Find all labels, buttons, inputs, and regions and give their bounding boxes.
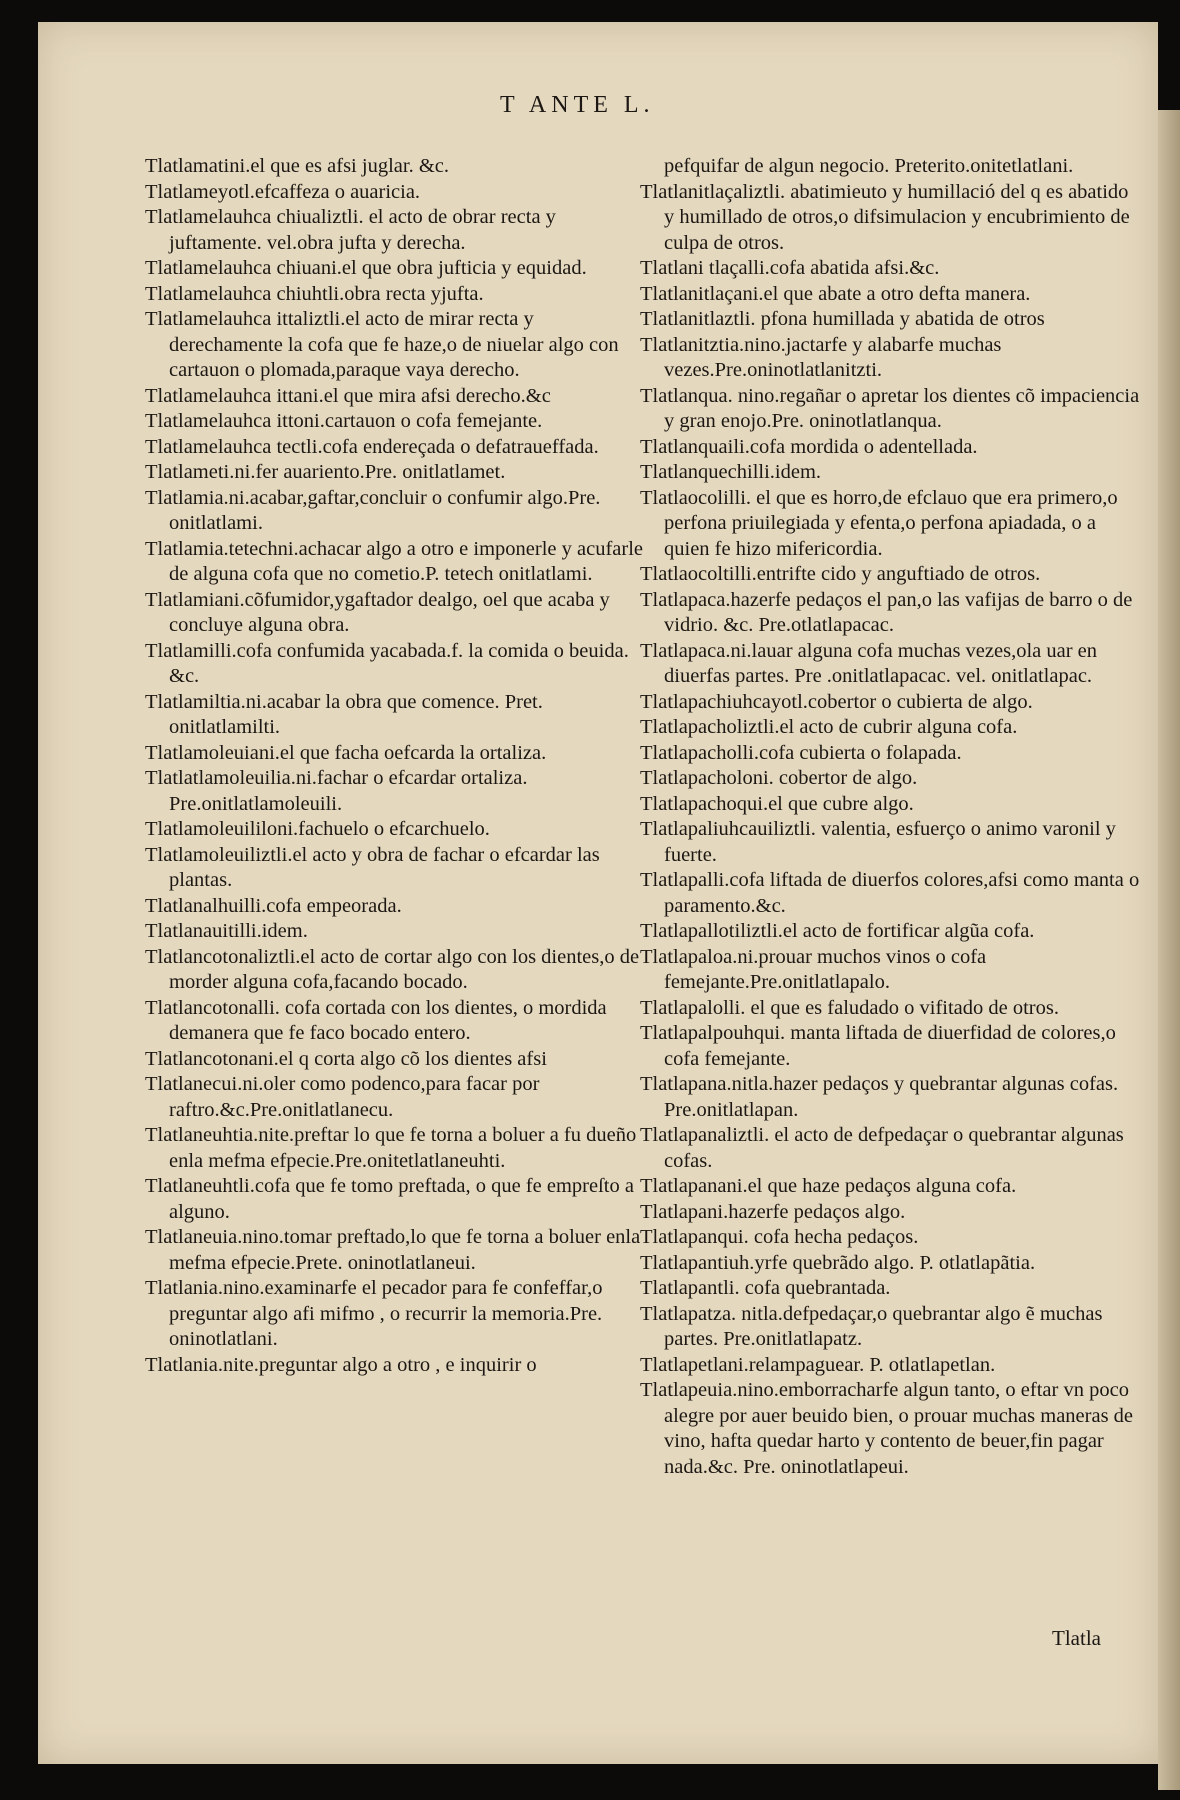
dictionary-entry: Tlatlapacholli.cofa cubierta o folapada.: [640, 741, 962, 764]
dictionary-entry: Tlatlamelauhca ittaliztli.el acto de mirar recta y derechamente la cofa que fe haze,o de niuelar algo con cartauon o plomada,paraque vaya derecho.: [145, 308, 619, 381]
dictionary-entry: Tlatlancotonalli. cofa cortada con los dientes, o mordida demanera que fe faco bocado entero.: [145, 996, 607, 1044]
dictionary-entry: Tlatlapachoqui.el que cubre algo.: [640, 792, 914, 815]
dictionary-entry: Tlatlanitlaztli. pfona humillada y abatida de otros: [640, 308, 1045, 330]
dictionary-entry: Tlatlanquaili.cofa mordida o adentellada.: [640, 435, 978, 458]
dictionary-entry: Tlatlaocolilli. el que es horro,de efclauo que era primero,o perfona priuilegiada y efenta,o perfona apiadada, o a quien fe hizo mifericordia.: [640, 486, 1118, 560]
dictionary-entry: Tlatlapacholiztli.el acto de cubrir alguna cofa.: [640, 716, 1018, 738]
dictionary-entry: Tlatlameyotl.efcaffeza o auaricia.: [145, 180, 421, 203]
dictionary-entry: Tlatlanitztia.nino.jactarfe y alabarfe muchas vezes.Pre.oninotlatlanitzti.: [640, 333, 1002, 381]
facing-page-edge: [1158, 110, 1180, 1790]
dictionary-entry: Tlatlapacholoni. cobertor de algo.: [640, 767, 918, 789]
dictionary-entry: Tlatlapaliuhcauiliztli. valentia, esfuerço o animo varonil y fuerte.: [640, 818, 1116, 866]
dictionary-entry: Tlatlapallotiliztli.el acto de fortificar algũa cofa.: [640, 920, 1035, 942]
dictionary-entry: Tlatlapanqui. cofa hecha pedaços.: [640, 1226, 919, 1248]
dictionary-entry: Tlatlapanaliztli. el acto de defpedaçar o quebrantar algunas cofas.: [640, 1124, 1124, 1172]
dictionary-entry: Tlatlanalhuilli.cofa empeorada.: [145, 894, 402, 917]
dictionary-entry: Tlatlancotonaliztli.el acto de cortar algo con los dientes,o de morder alguna cofa,facando bocado.: [145, 945, 640, 993]
dictionary-entry: Tlatlaocoltilli.entrifte cido y anguftiado de otros.: [640, 563, 1041, 585]
dictionary-entry: Tlatlamoleuiliztli.el acto y obra de fachar o efcardar las plantas.: [145, 843, 600, 891]
dictionary-entry: Tlatlapetlani.relampaguear. P. otlatlapetlan.: [640, 1353, 996, 1376]
dictionary-entry: Tlatlanitlaçaliztli. abatimieuto y humillació del q es abatido y humillado de otros,o difsimulacion y encubrimiento de culpa de otros.: [640, 180, 1130, 254]
dictionary-entry: Tlatlamelauhca chiuhtli.obra recta yjufta.: [145, 282, 484, 305]
dictionary-entry: Tlatlapana.nitla.hazer pedaços y quebrantar algunas cofas. Pre.onitlatlapan.: [640, 1073, 1119, 1121]
dictionary-entry: Tlatlapanani.el que haze pedaços alguna cofa.: [640, 1175, 1017, 1197]
dictionary-entry: Tlatlamatini.el que es afsi juglar. &c.: [145, 155, 449, 177]
running-header: T ANTE L.: [500, 92, 655, 118]
dictionary-entry: Tlatlania.nino.examinarfe el pecador para fe confeffar,o preguntar algo afi mifmo , o recurrir la memoria.Pre. oninotlatlani.: [145, 1277, 603, 1350]
catchword: Tlatla: [1052, 1626, 1101, 1650]
dictionary-entry: Tlatlamelauhca ittoni.cartauon o cofa femejante.: [145, 410, 543, 432]
dictionary-entry: Tlatlamelauhca tectli.cofa endereçada o defatraueffada.: [145, 435, 599, 458]
dictionary-entry: Tlatlapalli.cofa liftada de diuerfos colores,afsi como manta o paramento.&c.: [640, 869, 1140, 917]
dictionary-entry: Tlatlancotonani.el q corta algo cõ los dientes afsi: [145, 1047, 547, 1070]
dictionary-entry: Tlatlapaca.ni.lauar alguna cofa muchas vezes,ola uar en diuerfas partes. Pre .onitlatlapacac. vel. onitlatlapac.: [640, 639, 1098, 687]
dictionary-entry: Tlatlamia.tetechni.achacar algo a otro e imponerle y acufarle de alguna cofa que no cometio.P. tetech onitlatlami.: [145, 537, 643, 585]
dictionary-entry: pefquifar de algun negocio. Preterito.onitetlatlani.: [664, 155, 1074, 177]
dictionary-entry: Tlatlamiltia.ni.acabar la obra que comence. Pret. onitlatlamilti.: [145, 690, 543, 738]
right-column: [640, 154, 1140, 1480]
dictionary-entry: Tlatlaneuhtli.cofa que fe tomo preftada, o que fe empreſto a alguno.: [145, 1175, 634, 1223]
dictionary-entry: Tlatlanquechilli.idem.: [640, 461, 822, 483]
dictionary-entry: Tlatlameti.ni.fer auariento.Pre. onitlatlamet.: [145, 461, 506, 483]
dictionary-entry: Tlatlanitlaçani.el que abate a otro defta manera.: [640, 282, 1031, 305]
dictionary-entry: Tlatlanauitilli.idem.: [145, 920, 308, 942]
dictionary-entry: Tlatlapaloa.ni.prouar muchos vinos o cofa femejante.Pre.onitlatlapalo.: [640, 945, 987, 993]
dictionary-entry: Tlatlaneuia.nino.tomar preftado,lo que fe torna a boluer enla mefma efpecie.Prete. oninotlatlaneui.: [145, 1226, 641, 1274]
dictionary-entry: Tlatlapatza. nitla.defpedaçar,o quebrantar algo ẽ muchas partes. Pre.onitlatlapatz.: [640, 1302, 1103, 1350]
dictionary-entry: Tlatlania.nite.preguntar algo a otro , e inquirir o: [145, 1353, 537, 1376]
dictionary-entry: Tlatlapeuia.nino.emborracharfe algun tanto, o eftar vn poco alegre por auer beuido bien, o prouar muchas maneras de vino, hafta quedar harto y contento de beuer,fin pagar nada.&c. Pre. oninotlatlapeui.: [640, 1379, 1134, 1478]
dictionary-entry: Tlatlamelauhca chiualiztli. el acto de obrar recta y juftamente. vel.obra jufta y derecha.: [145, 206, 556, 254]
dictionary-entry: Tlatlamoleuililoni.fachuelo o efcarchuelo.: [145, 818, 490, 840]
dictionary-entry: Tlatlamelauhca ittani.el que mira afsi derecho.&c: [145, 384, 551, 407]
dictionary-entry: Tlatlamelauhca chiuani.el que obra jufticia y equidad.: [145, 257, 587, 279]
dictionary-entry: Tlatlaneuhtia.nite.preftar lo que fe torna a boluer a fu dueño enla mefma efpecie.Pre.onitetlatlaneuhti.: [145, 1124, 637, 1172]
dictionary-entry: Tlatlapantli. cofa quebrantada.: [640, 1277, 891, 1299]
dictionary-entry: Tlatlapantiuh.yrfe quebrãdo algo. P. otlatlapãtia.: [640, 1251, 1036, 1274]
dictionary-entry: Tlatlapani.hazerfe pedaços algo.: [640, 1200, 906, 1223]
dictionary-entry: Tlatlatlamoleuilia.ni.fachar o efcardar ortaliza. Pre.onitlatlamoleuili.: [145, 767, 528, 815]
dictionary-entry: Tlatlapachiuhcayotl.cobertor o cubierta de algo.: [640, 690, 1033, 713]
dictionary-entry: Tlatlani tlaçalli.cofa abatida afsi.&c.: [640, 257, 940, 279]
dictionary-entry: Tlatlapaca.hazerfe pedaços el pan,o las vafijas de barro o de vidrio. &c. Pre.otlatlapacac.: [640, 588, 1133, 636]
dictionary-entry: Tlatlamilli.cofa confumida yacabada.f. la comida o beuida. &c.: [145, 639, 629, 687]
dictionary-entry: Tlatlamia.ni.acabar,gaftar,concluir o confumir algo.Pre. onitlatlami.: [145, 486, 601, 534]
dictionary-entry: Tlatlanecui.ni.oler como podenco,para facar por raftro.&c.Pre.onitlatlanecu.: [145, 1073, 540, 1121]
dictionary-entry: Tlatlamiani.cõfumidor,ygaftador dealgo, oel que acaba y concluye alguna obra.: [145, 588, 610, 636]
left-column: [145, 154, 645, 1378]
dictionary-entry: Tlatlapalpouhqui. manta liftada de diuerfidad de colores,o cofa femejante.: [640, 1022, 1116, 1070]
dictionary-entry: Tlatlapalolli. el que es faludado o vifitado de otros.: [640, 996, 1059, 1019]
dictionary-entry: Tlatlanqua. nino.regañar o apretar los dientes cõ impaciencia y gran enojo.Pre. oninotlatlanqua.: [640, 384, 1140, 432]
dictionary-entry: Tlatlamoleuiani.el que facha oefcarda la ortaliza.: [145, 741, 547, 764]
